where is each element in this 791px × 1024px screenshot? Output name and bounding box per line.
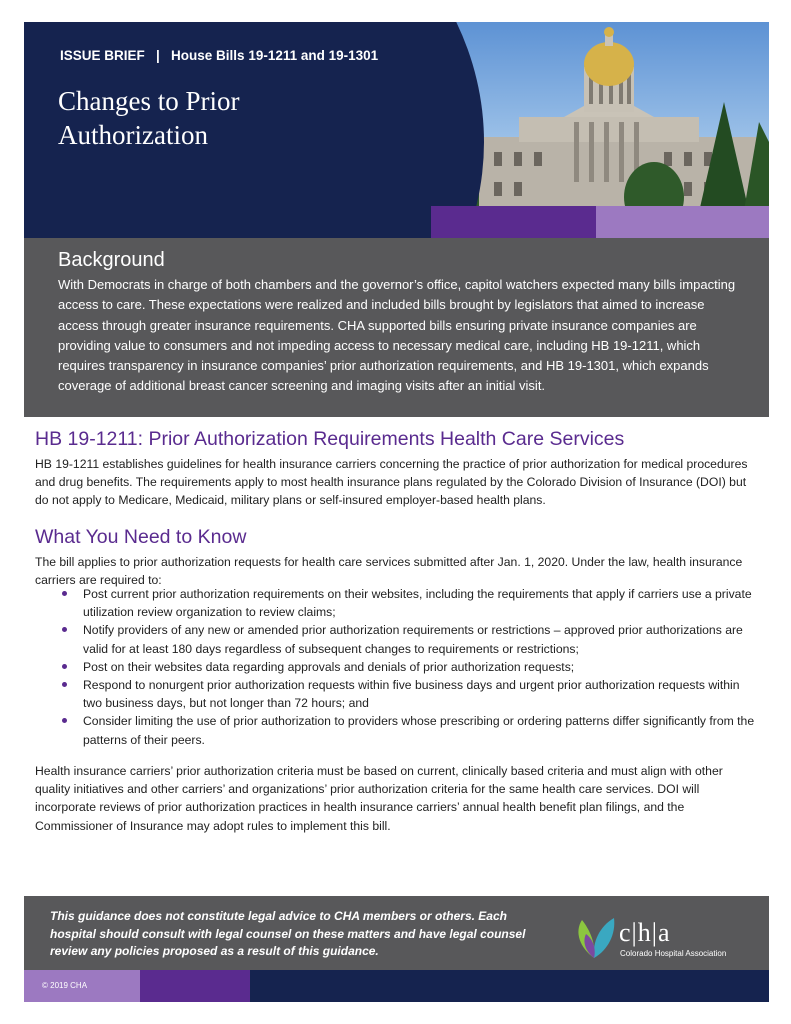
legal-disclaimer: This guidance does not constitute legal advice to CHA members or others. Each hospital should consult with legal counsel on these matters and have legal counsel review any policies proposed as a result of this guidance.: [50, 909, 526, 958]
copyright-text: © 2019 CHA: [42, 981, 88, 990]
logo-subtitle: Colorado Hospital Association: [620, 949, 727, 958]
bullet-icon: [62, 718, 67, 723]
list-item: [60, 621, 760, 657]
closing-paragraph: Health insurance carriers’ prior authorization criteria must be based on current, clinically based criteria and must align with other quality initiatives and other carriers’ and organizations’ prior authorization criteria for the same health care services. DOI will incorporate reviews of prior authorization practices in health insurance carriers’ annual health benefit plan filings, and the Commissioner of Insurance may adopt rules to implement this bill.: [35, 764, 723, 833]
leaf-logo-icon: [572, 906, 618, 961]
copyright-bar-purple: [140, 970, 250, 1002]
issue-brief-kicker: ISSUE BRIEF | House Bills 19-1211 and 19-1301: [60, 48, 379, 63]
bullet-icon: [62, 682, 67, 687]
list-item: [60, 712, 760, 748]
footer-disclaimer-box: [24, 896, 769, 970]
section-heading-what-to-know: What You Need to Know: [35, 526, 247, 548]
page-title: Changes to Prior Authorization: [58, 86, 240, 150]
list-item-text: Consider limiting the use of prior authorization to providers whose prescribing or ordering patterns differ significantly from the patterns of their peers.: [83, 714, 755, 747]
list-item: [60, 658, 760, 676]
list-item: [60, 585, 760, 621]
logo-wordmark: c|h|a: [619, 918, 671, 947]
background-section: [24, 238, 769, 417]
bullet-icon: [62, 627, 67, 632]
list-item-text: Post on their websites data regarding approvals and denials of prior authorization requests;: [83, 659, 575, 674]
accent-band-lavender: [596, 206, 769, 238]
list-item: [60, 676, 760, 712]
list-item-text: Respond to nonurgent prior authorization requests within five business days and urgent prior authorization requests within two business days, but not longer than 72 hours; and: [83, 678, 740, 711]
accent-band-purple: [431, 206, 596, 238]
list-item-text: Notify providers of any new or amended prior authorization requirements or restrictions – approved prior authorizations are valid for at least 180 days regardless of subsequent changes to requirements or restrictions;: [83, 623, 743, 656]
section-heading-hb-1211: HB 19-1211: Prior Authorization Requirements Health Care Services: [35, 428, 625, 450]
bullet-icon: [62, 664, 67, 669]
requirements-list: [60, 585, 760, 749]
section-intro-text: The bill applies to prior authorization requests for health care services submitted after Jan. 1, 2020. Under the law, health insurance carriers are required to:: [35, 555, 743, 588]
section-text-hb-1211: HB 19-1211 establishes guidelines for health insurance carriers concerning the practice of prior authorization for medical procedures and drug benefits. The requirements apply to most health insurance plans regulated by the Colorado Division of Insurance (DOI) but do not apply to Medicare, Medicaid, military plans or self-insured employer-based health plans.: [35, 457, 748, 508]
list-item-text: Post current prior authorization requirements on their websites, including the requirements that apply if carriers use a private utilization review organization to review claims;: [83, 587, 752, 620]
bullet-icon: [62, 591, 67, 596]
background-heading: Background: [58, 249, 165, 271]
copyright-bar: [24, 970, 769, 1002]
background-text: With Democrats in charge of both chambers and the governor’s office, capitol watchers expected many bills impacting access to care. These expectations were realized and included bills brought by legislators that aimed to increase access through greater insurance requirements. CHA supported bills ensuring private insurance companies are providing value to consumers and not impeding access to necessary medical care, including HB 19-1211, which requires transparency in insurance companies’ prior authorization requirements, and HB 19-1301, which expands coverage of additional breast cancer screening and imaging visits after an initial visit.: [58, 277, 736, 394]
cha-logo: [572, 906, 752, 961]
accent-band: [24, 206, 769, 238]
